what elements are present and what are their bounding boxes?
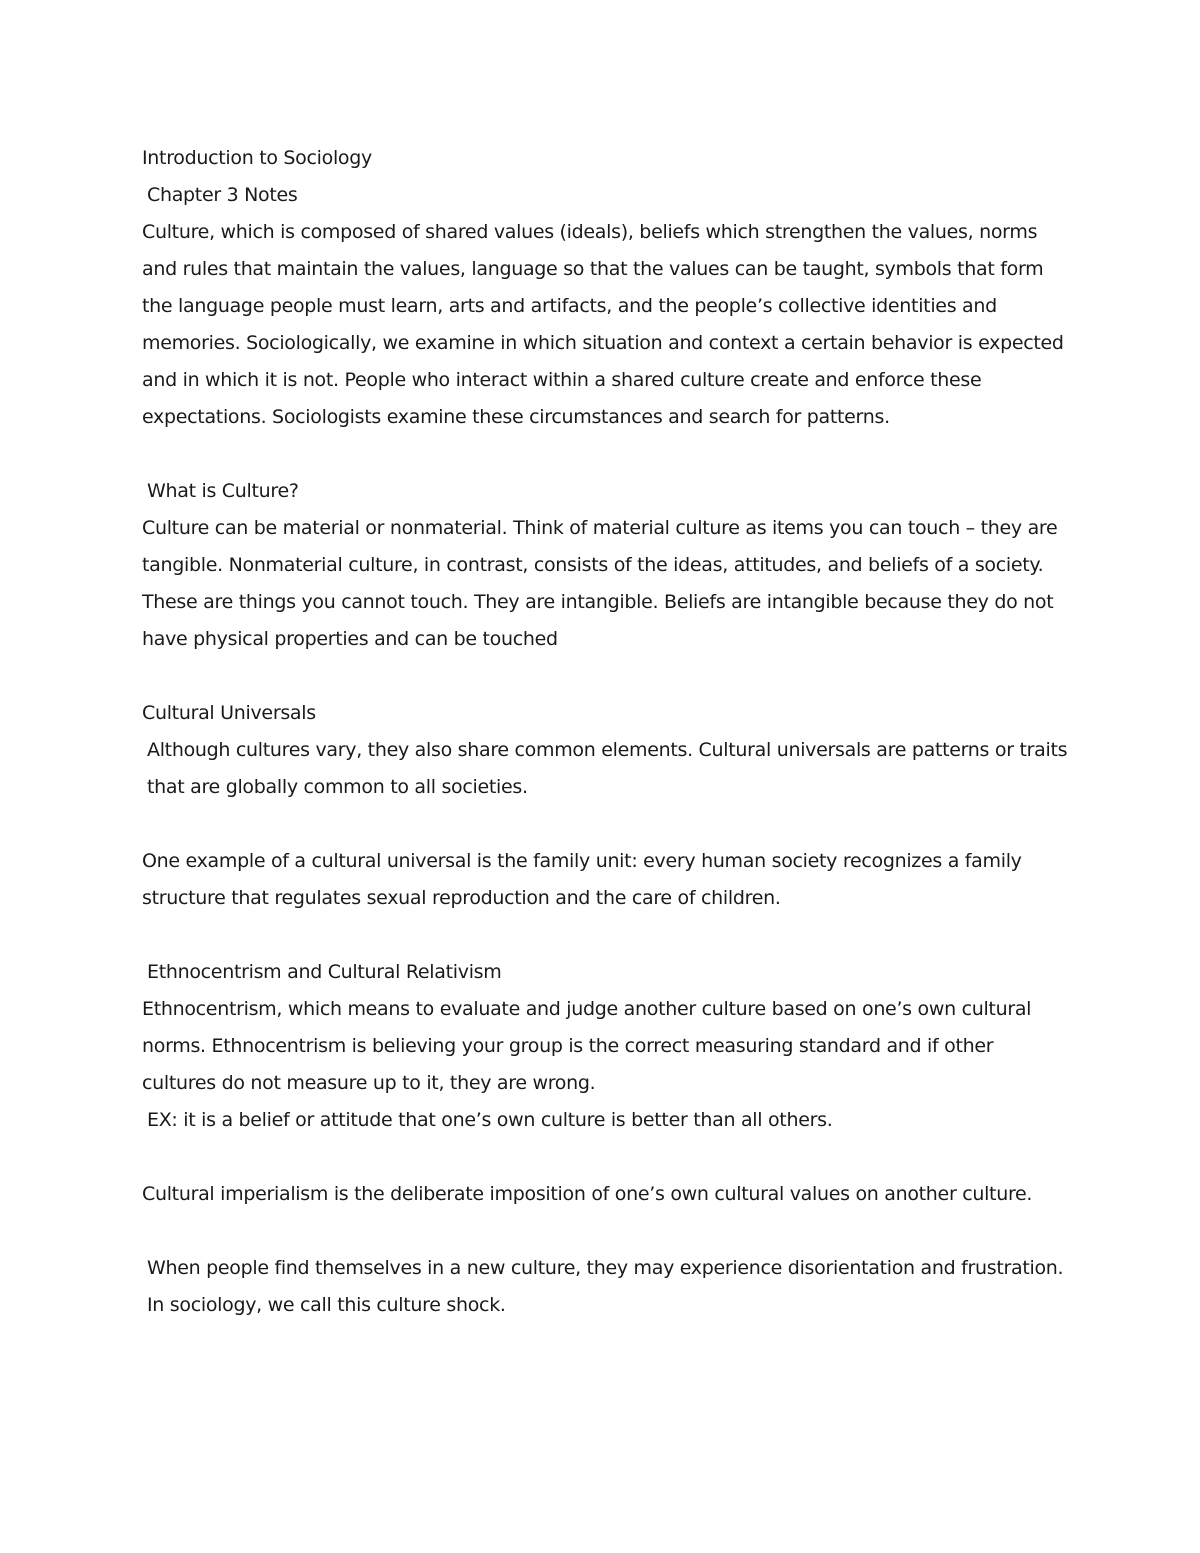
document-body <box>142 140 1072 1324</box>
paragraph-spacer <box>142 1213 1072 1250</box>
paragraph-culture-shock: When people find themselves in a new culture, they may experience disorientation and frustration. In sociology, we call this culture shock. <box>147 1257 1064 1316</box>
paragraph-example: EX: it is a belief or attitude that one’s own culture is better than all others. <box>147 1109 833 1131</box>
paragraph-spacer <box>142 1139 1072 1176</box>
section-heading-cultural-universals: Cultural Universals <box>142 702 316 724</box>
paragraph-spacer <box>142 658 1072 695</box>
paragraph-family-unit: One example of a cultural universal is the family unit: every human society recognizes a family structure that regulates sexual reproduction and the care of children. <box>142 850 1022 909</box>
paragraph-cultural-imperialism: Cultural imperialism is the deliberate imposition of one’s own cultural values on another culture. <box>142 1183 1033 1205</box>
paragraph-spacer <box>142 917 1072 954</box>
paragraph-ethnocentrism: Ethnocentrism, which means to evaluate and judge another culture based on one’s own cultural norms. Ethnocentrism is believing your group is the correct measuring standard and if other cultures do not measure up to it, they are wrong. <box>142 998 1032 1094</box>
document-title: Introduction to Sociology <box>142 147 372 169</box>
paragraph-material-culture: Culture can be material or nonmaterial. Think of material culture as items you can touch – they are tangible. Nonmaterial culture, in contrast, consists of the ideas, attitudes, and beliefs of a society. These are things you cannot touch. They are intangible. Beliefs are intangible because they do not have physical properties and can be touched <box>142 517 1058 650</box>
paragraph-spacer <box>142 436 1072 473</box>
document-subtitle: Chapter 3 Notes <box>147 184 298 206</box>
paragraph-cultural-universals: Although cultures vary, they also share common elements. Cultural universals are patterns or traits that are globally common to all societies. <box>147 739 1068 798</box>
paragraph-spacer <box>142 806 1072 843</box>
section-heading-what-is-culture: What is Culture? <box>147 480 299 502</box>
section-heading-ethnocentrism: Ethnocentrism and Cultural Relativism <box>147 961 502 983</box>
intro-paragraph: Culture, which is composed of shared values (ideals), beliefs which strengthen the values, norms and rules that maintain the values, language so that the values can be taught, symbols that form the language people must learn, arts and artifacts, and the people’s collective identities and memories. Sociologically, we examine in which situation and context a certain behavior is expected and in which it is not. People who interact within a shared culture create and enforce these expectations. Sociologists examine these circumstances and search for patterns. <box>142 221 1064 428</box>
